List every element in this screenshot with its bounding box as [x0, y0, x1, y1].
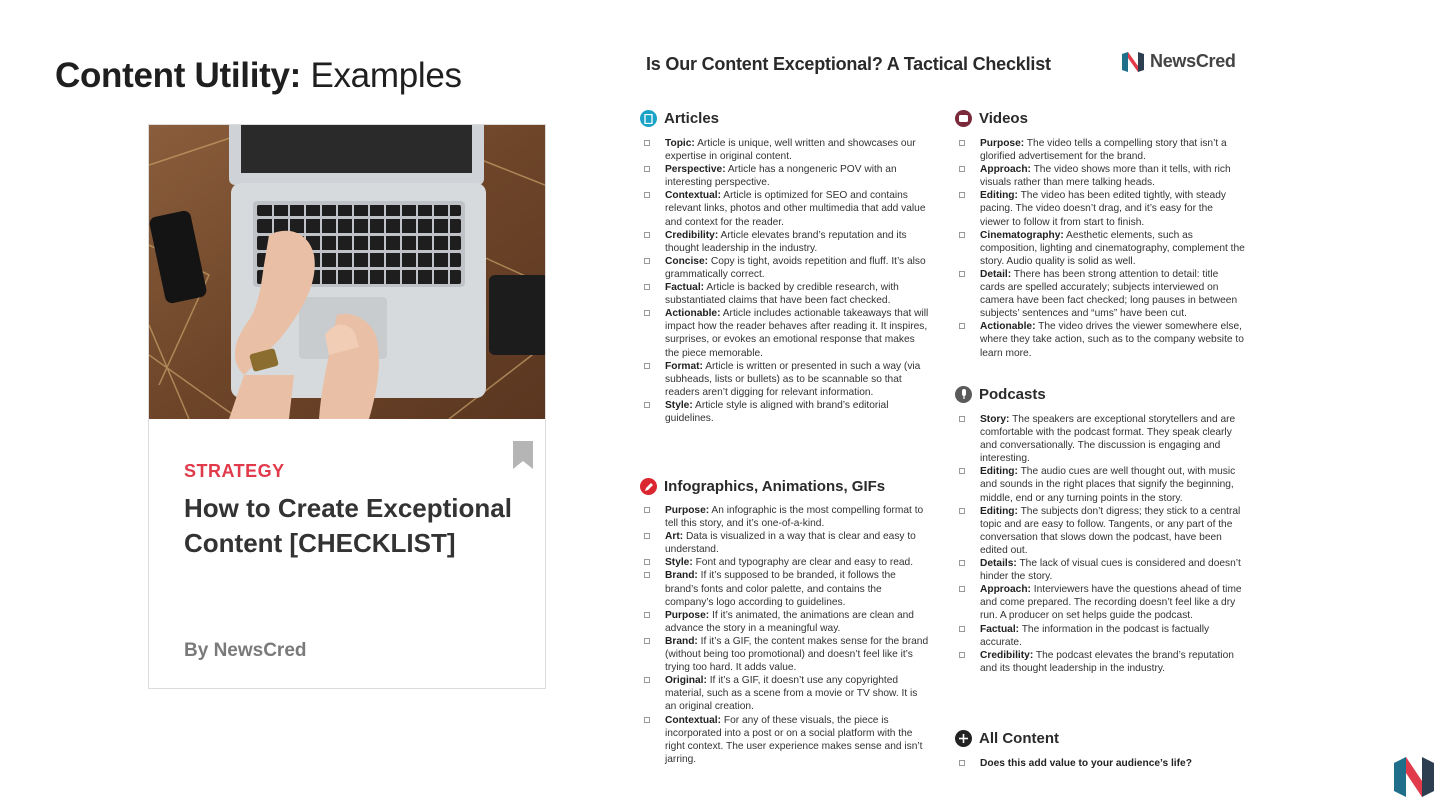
- checklist-item-text: Article is optimized for SEO and contains relevant links, photos and other multimedia that add value and context for the reader.: [665, 190, 926, 228]
- checklist-item-text: Article is written or presented in such a way (via subheads, lists or bullets) as to be scannable so that readers aren’t digging for relevant information.: [665, 360, 921, 398]
- checklist-item: [955, 189, 1245, 228]
- checkbox[interactable]: [644, 310, 650, 316]
- checkbox[interactable]: [959, 323, 965, 329]
- checkbox[interactable]: [644, 638, 650, 644]
- checklist-item-label: Editing:: [980, 505, 1018, 517]
- checklist-item-label: Contextual:: [665, 714, 722, 726]
- slide-title-rest: Examples: [310, 56, 462, 95]
- checklist-item: [955, 268, 1245, 320]
- checklist-item: [640, 281, 930, 307]
- checklist-item: [955, 757, 1245, 770]
- checklist-item: [640, 635, 930, 674]
- all-content-checklist: [955, 757, 1245, 770]
- checkbox[interactable]: [959, 166, 965, 172]
- checklist-item-label: Format:: [665, 360, 703, 372]
- checklist-item-label: Concise:: [665, 255, 709, 267]
- slide-title: [55, 56, 462, 96]
- checklist-item: [955, 137, 1245, 163]
- checklist-item-text: The video has been edited tightly, with steady pacing. The video doesn’t drag, and it’s easy for the viewer to follow it from start to finish.: [980, 190, 1226, 228]
- checklist-item-text: If it’s a GIF, the content makes sense for the brand (without being too promotional) and doesn’t feel like it’s trying too hard. It adds value.: [665, 635, 929, 674]
- checklist-item: [955, 320, 1245, 359]
- checklist-item: [640, 609, 930, 635]
- infographics-checklist: [640, 504, 930, 766]
- checkbox[interactable]: [959, 652, 965, 658]
- checklist-item: [955, 505, 1245, 557]
- section-podcasts: [955, 386, 1046, 403]
- checklist-item: [640, 229, 930, 255]
- checklist-item-label: Topic:: [665, 138, 695, 149]
- checklist-item-label: Approach:: [980, 584, 1031, 596]
- checklist-item-text: Article is unique, well written and showcases our expertise in original content.: [665, 138, 916, 163]
- checkbox[interactable]: [644, 140, 650, 146]
- checklist-item-label: Details:: [980, 558, 1017, 570]
- plus-icon: [955, 730, 972, 747]
- checklist-item-label: Credibility:: [980, 649, 1034, 661]
- section-infographics: [640, 478, 885, 495]
- checklist-item-label: Factual:: [665, 282, 705, 294]
- checkbox[interactable]: [644, 559, 650, 565]
- section-videos-heading: Videos: [979, 110, 1028, 127]
- checklist-item: [640, 569, 930, 608]
- checklist-item-text: The information in the podcast is factually accurate.: [980, 623, 1210, 648]
- checkbox[interactable]: [959, 760, 965, 766]
- checklist-item-label: Factual:: [980, 623, 1020, 635]
- checklist-item-label: Story:: [980, 414, 1010, 425]
- checklist-item-text: For any of these visuals, the piece is incorporated into a post or on a social platform with the right context. The user experience makes sense and isn’t jarring.: [665, 714, 923, 765]
- checkbox[interactable]: [959, 232, 965, 238]
- checklist-item-text: The video drives the viewer somewhere else, where they take action, such as to the company website to learn more.: [980, 321, 1244, 359]
- checklist-item: [640, 556, 930, 569]
- checklist-item-text: Copy is tight, avoids repetition and fluff. It’s also grammatically correct.: [665, 255, 926, 280]
- checklist-item-label: Approach:: [980, 164, 1031, 176]
- checkbox[interactable]: [959, 140, 965, 146]
- checklist-item: [955, 557, 1245, 583]
- checkbox[interactable]: [959, 508, 965, 514]
- checklist-item-label: Contextual:: [665, 190, 722, 202]
- checklist-item: [640, 163, 930, 189]
- checklist-item: [640, 137, 930, 163]
- checklist-item-label: Actionable:: [980, 321, 1036, 333]
- checklist-item: [640, 530, 930, 556]
- checklist-item: [955, 163, 1245, 189]
- section-infographics-heading: Infographics, Animations, GIFs: [664, 478, 886, 495]
- checkbox[interactable]: [644, 533, 650, 539]
- checklist-item-text: Article style is aligned with brand’s editorial guidelines.: [665, 399, 889, 424]
- checkbox[interactable]: [644, 284, 650, 290]
- checklist-title: Is Our Content Exceptional? A Tactical Checklist: [646, 54, 1051, 74]
- checkbox[interactable]: [644, 572, 650, 578]
- checkbox[interactable]: [644, 363, 650, 369]
- checklist-item-text: Interviewers have the questions ahead of time and come prepared. The recording doesn’t feel like a dry run. A producer on set helps guide the podcast.: [980, 584, 1242, 622]
- card-byline: By NewsCred: [184, 640, 307, 661]
- newscred-logo-icon: [1122, 52, 1144, 72]
- videos-checklist: [955, 137, 1245, 360]
- section-all-content: [955, 730, 1059, 747]
- checklist-item-label: Brand:: [665, 570, 698, 582]
- checklist-item-label: Original:: [665, 675, 707, 687]
- checklist-item-text: The video shows more than it tells, with rich visuals rather than mere talking heads.: [980, 164, 1231, 189]
- checklist-item-text: The speakers are exceptional storytellers and are comfortable with the podcast format. They speak clearly and conversationally. The discussion is engaging and interesting.: [980, 414, 1236, 465]
- checklist-item: [955, 465, 1245, 504]
- document-icon: [640, 110, 657, 127]
- checkbox[interactable]: [644, 232, 650, 238]
- checklist-item-label: Cinematography:: [980, 229, 1064, 241]
- checkbox[interactable]: [644, 166, 650, 172]
- section-videos: [955, 110, 1028, 127]
- checkbox[interactable]: [644, 258, 650, 264]
- checklist-item: [955, 583, 1245, 622]
- checklist-item-text: If it’s a GIF, it doesn’t use any copyrighted material, such as a scene from a movie or TV show. It is an original creation.: [665, 675, 918, 713]
- checklist-item-label: Actionable:: [665, 308, 721, 320]
- checkbox[interactable]: [959, 192, 965, 198]
- checklist-item-label: Purpose:: [665, 505, 710, 516]
- laptop-photo: [149, 125, 545, 419]
- checklist-item-text: The lack of visual cues is considered and doesn’t hinder the story.: [980, 558, 1241, 583]
- checklist-item: [955, 649, 1245, 675]
- checkbox[interactable]: [644, 677, 650, 683]
- checklist-item-text: If it’s supposed to be branded, it follows the brand’s fonts and color palette, and contains the company’s logo according to guidelines.: [665, 570, 896, 608]
- checklist-item-text: The subjects don’t digress; they stick to a central topic and are easy to follow. Tangents, or any part of the conversation that slows down the podcast, have been edited out.: [980, 505, 1241, 556]
- checkbox[interactable]: [644, 717, 650, 723]
- podcasts-checklist: [955, 413, 1245, 675]
- checklist-item-text: The audio cues are well thought out, with music and sounds in the right places that signify the beginning, middle, end or any turning points in the story.: [980, 466, 1236, 504]
- checklist-item-text: The podcast elevates the brand’s reputation and its thought leadership in the industry.: [980, 649, 1234, 674]
- newscred-logo: [1122, 51, 1236, 72]
- checklist-item: [640, 504, 930, 530]
- checklist-item-label: Style:: [665, 557, 693, 569]
- pencil-icon: [640, 478, 657, 495]
- checklist-item-label: Purpose:: [980, 138, 1025, 149]
- checklist-item-label: Purpose:: [665, 609, 710, 621]
- checkbox[interactable]: [644, 402, 650, 408]
- checkbox[interactable]: [644, 507, 650, 513]
- microphone-icon: [955, 386, 972, 403]
- checklist-item-label: Editing:: [980, 190, 1018, 202]
- checklist-item-text: There has been strong attention to detail: title cards are spelled accurately; subjects interviewed on camera have been fact checked; long pauses in between subjects’ sentences and “ums” have been cut.: [980, 268, 1238, 320]
- checkbox[interactable]: [959, 626, 965, 632]
- checklist-item: [955, 229, 1245, 268]
- checklist-item-label: Brand:: [665, 635, 698, 647]
- checklist-item-text: Article elevates brand’s reputation and its thought leadership in the industry.: [665, 229, 907, 254]
- checkbox[interactable]: [959, 468, 965, 474]
- checklist-item-text: The video tells a compelling story that isn’t a glorified advertisement for the brand.: [980, 138, 1227, 163]
- checklist-item-label: Editing:: [980, 466, 1018, 478]
- checklist-item-text: If it’s animated, the animations are clean and advance the story in a meaningful way.: [665, 609, 914, 634]
- section-articles: [640, 110, 719, 127]
- checkbox[interactable]: [959, 560, 965, 566]
- checklist-item-label: Credibility:: [665, 229, 719, 241]
- article-card[interactable]: [148, 124, 546, 689]
- checklist-item-text: Font and typography are clear and easy to read.: [692, 557, 914, 569]
- checklist-item: [640, 714, 930, 766]
- checklist-item: [640, 307, 930, 359]
- checklist-item-text: Article includes actionable takeaways that will impact how the reader behaves after reading it. It inspires, surprises, or evokes an emotional response that makes the piece memorable.: [665, 308, 929, 359]
- checklist-item: [640, 189, 930, 228]
- checklist-item-label: Perspective:: [665, 164, 726, 176]
- checklist-item: [640, 399, 930, 425]
- checklist-item-text: Data is visualized in a way that is clear and easy to understand.: [665, 531, 916, 556]
- checklist-item-text: An infographic is the most compelling format to tell this story, and it’s one-of-a-kind.: [665, 505, 924, 530]
- checkbox[interactable]: [644, 192, 650, 198]
- checklist-item: [640, 674, 930, 713]
- checklist-item-label: Does this add value to your audience’s life?: [980, 758, 1192, 769]
- checklist-item: [955, 413, 1245, 465]
- checklist-item: [640, 255, 930, 281]
- video-icon: [955, 110, 972, 127]
- checklist-item-label: Style:: [665, 399, 693, 411]
- section-all-content-heading: All Content: [979, 730, 1059, 747]
- checklist-item: [955, 623, 1245, 649]
- checklist-item-label: Detail:: [980, 268, 1012, 280]
- checkbox[interactable]: [959, 586, 965, 592]
- checklist-item: [640, 360, 930, 399]
- section-podcasts-heading: Podcasts: [979, 386, 1046, 403]
- slide-title-bold: Content Utility:: [55, 56, 301, 95]
- articles-checklist: [640, 137, 930, 425]
- checklist-item-text: Article has a nongeneric POV with an interesting perspective.: [665, 164, 897, 189]
- checkbox[interactable]: [959, 271, 965, 277]
- card-title[interactable]: How to Create Exceptional Content [CHECKLIST]: [184, 493, 512, 558]
- checklist-item-text: Article is backed by credible research, with substantiated claims that have been fact checked.: [665, 282, 899, 307]
- checkbox[interactable]: [644, 612, 650, 618]
- newscred-logo-text: NewsCred: [1150, 51, 1236, 71]
- card-category[interactable]: STRATEGY: [184, 461, 285, 481]
- checkbox[interactable]: [959, 416, 965, 422]
- checklist-item-label: Art:: [665, 531, 684, 543]
- checklist-item-text: Aesthetic elements, such as composition, lighting and cinematography, complement the story. Audio quality is solid as well.: [980, 229, 1245, 267]
- brand-corner-logo: [1394, 757, 1434, 797]
- section-articles-heading: Articles: [664, 110, 720, 127]
- bookmark-icon[interactable]: [513, 441, 533, 469]
